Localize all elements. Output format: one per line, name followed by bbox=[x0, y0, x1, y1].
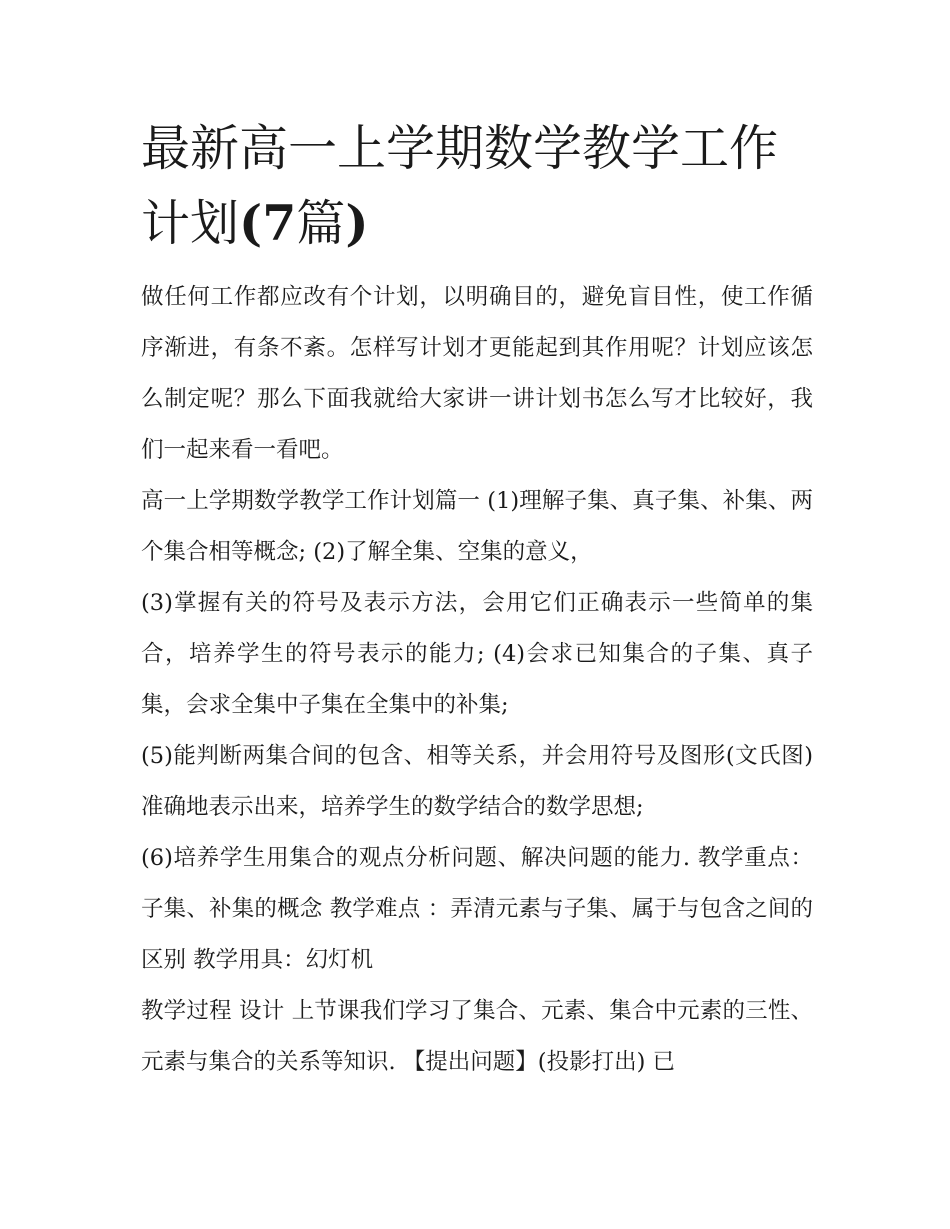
title-line-2-bold: (7 bbox=[239, 194, 297, 252]
title-line-2-start: 计划 bbox=[141, 195, 240, 252]
body-paragraph-4: (6)培养学生用集合的观点分析问题、解决问题的能力. 教学重点：子集、补集的概念 教学难点 ：弄清元素与子集、属于与包含之间的区别 教学用具：幻灯机 bbox=[141, 845, 813, 973]
body-paragraph-5: 教学过程 设计 上节课我们学习了集合、元素、集合中元素的三性、元素与集合的关系等知识. 【提出问题】(投影打出) 已 bbox=[141, 998, 813, 1075]
document-title bbox=[141, 112, 813, 261]
body-paragraph-3: (5)能判断两集合间的包含、相等关系，并会用符号及图形(文氏图)准确地表示出来，培养学生的数学结合的数学思想; bbox=[141, 743, 813, 820]
body-paragraph-2: (3)掌握有关的符号及表示方法，会用它们正确表示一些简单的集合，培养学生的符号表示的能力; (4)会求已知集合的子集、真子集，会求全集中子集在全集中的补集; bbox=[141, 590, 813, 718]
title-line-2-mid: 篇 bbox=[296, 195, 346, 252]
title-line-1: 最新高一上学期数学教学工作 bbox=[141, 120, 779, 177]
intro-paragraph: 做任何工作都应改有个计划，以明确目的，避免盲目性，使工作循序渐进，有条不紊。怎样写计划才更能起到其作用呢？计划应该怎么制定呢？那么下面我就给大家讲一讲计划书怎么写才比较好，我们一起来看一看吧。 bbox=[141, 284, 813, 463]
title-line-2-end: ) bbox=[345, 194, 369, 252]
document-page bbox=[141, 112, 813, 1088]
body-paragraph-1: 高一上学期数学教学工作计划篇一 (1)理解子集、真子集、补集、两个集合相等概念; (2)了解全集、空集的意义， bbox=[141, 488, 813, 565]
